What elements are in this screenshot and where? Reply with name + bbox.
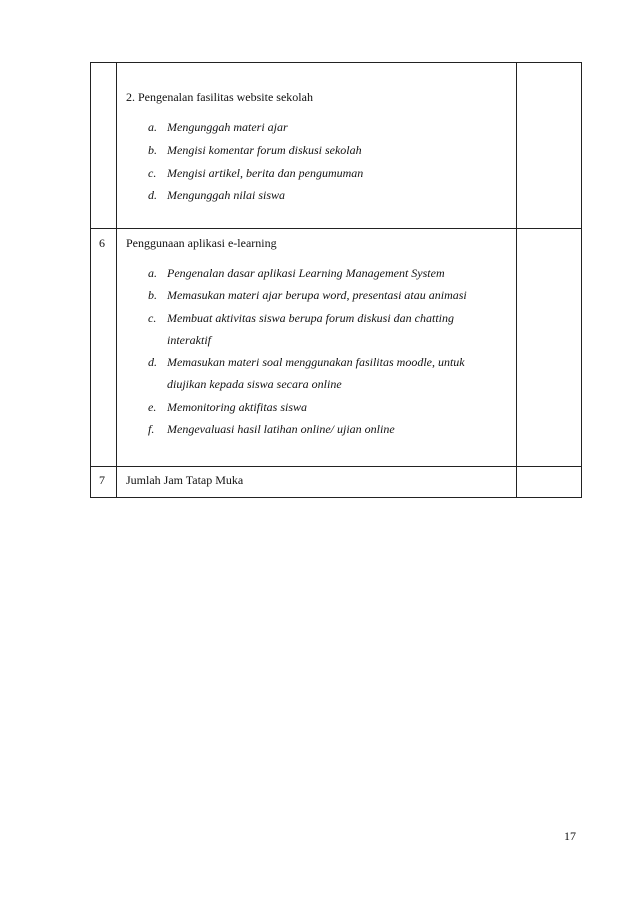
list-item: Memonitoring aktifitas siswa (167, 400, 308, 414)
schedule-table (90, 62, 582, 498)
list-marker: a. (148, 266, 157, 280)
row-heading: 2. Pengenalan fasilitas website sekolah (126, 90, 313, 104)
row-divider-2 (90, 466, 582, 467)
table-border-right (581, 62, 582, 498)
list-marker: b. (148, 143, 157, 157)
list-marker: d. (148, 355, 157, 369)
row-number: 6 (99, 236, 105, 250)
table-border-bottom (90, 497, 582, 498)
list-item-continuation: interaktif (167, 333, 211, 347)
list-marker: c. (148, 166, 157, 180)
list-item: Mengevaluasi hasil latihan online/ ujian online (167, 422, 395, 436)
list-marker: d. (148, 188, 157, 202)
list-item: Memasukan materi soal menggunakan fasilitas moodle, untuk (167, 355, 465, 369)
column-divider-content (516, 62, 517, 498)
row-heading: Jumlah Jam Tatap Muka (126, 473, 244, 487)
list-item: Memasukan materi ajar berupa word, presentasi atau animasi (167, 288, 467, 302)
page-number: 17 (564, 829, 576, 843)
row-number: 7 (99, 473, 105, 487)
list-item: Pengenalan dasar aplikasi Learning Management System (167, 266, 445, 280)
list-item: Membuat aktivitas siswa berupa forum diskusi dan chatting (167, 311, 454, 325)
table-border-left (90, 62, 91, 498)
row-heading: Penggunaan aplikasi e-learning (126, 236, 277, 250)
list-marker: c. (148, 311, 157, 325)
row-divider-1 (90, 228, 582, 229)
column-divider-number (116, 62, 117, 498)
table-border-top (90, 62, 582, 63)
list-marker: f. (148, 422, 155, 436)
list-marker: a. (148, 120, 157, 134)
list-marker: e. (148, 400, 157, 414)
list-item: Mengunggah nilai siswa (167, 188, 286, 202)
list-marker: b. (148, 288, 157, 302)
list-item: Mengisi artikel, berita dan pengumuman (167, 166, 364, 180)
list-item: Mengisi komentar forum diskusi sekolah (167, 143, 362, 157)
list-item-continuation: diujikan kepada siswa secara online (167, 377, 342, 391)
list-item: Mengunggah materi ajar (167, 120, 288, 134)
